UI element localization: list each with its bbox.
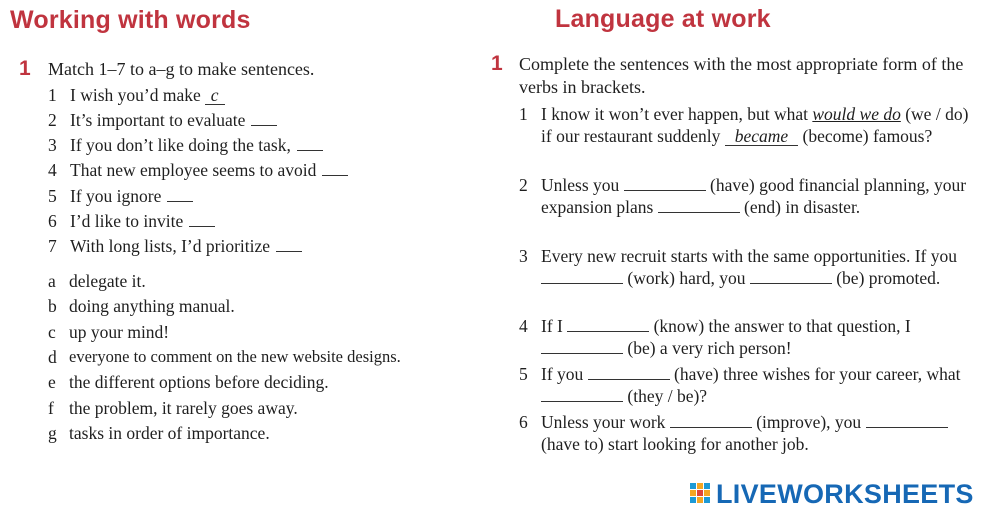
answer-blank[interactable]: c bbox=[205, 86, 225, 105]
answer-blank[interactable] bbox=[276, 237, 302, 252]
item-text: If you ignore bbox=[70, 186, 162, 206]
answer-blank[interactable] bbox=[567, 317, 649, 332]
answer-blank[interactable] bbox=[251, 111, 277, 126]
item-text: It’s important to evaluate bbox=[70, 110, 246, 130]
answer-blank[interactable] bbox=[866, 413, 948, 428]
sentence-text: If you bbox=[541, 364, 588, 384]
sentence-text: (have) three wishes for your career, what bbox=[669, 364, 961, 384]
liveworksheets-logo-icon bbox=[690, 483, 712, 505]
answer-blank[interactable] bbox=[658, 198, 740, 213]
item-number: 2 bbox=[48, 110, 57, 130]
item-number: 4 bbox=[48, 160, 57, 180]
item-number: 1 bbox=[519, 104, 528, 124]
item-text: If you don’t like doing the task, bbox=[70, 135, 291, 155]
option-text: delegate it. bbox=[69, 271, 146, 291]
sentence-text: Unless you bbox=[541, 175, 624, 195]
sentence-text: (we / do) if our restaurant suddenly bbox=[541, 104, 969, 146]
sentence-text: (end) in disaster. bbox=[739, 197, 861, 217]
exercise-number: 1 bbox=[491, 52, 503, 75]
option-letter: a bbox=[48, 271, 56, 291]
item-number: 5 bbox=[519, 364, 528, 384]
section-heading: Working with words bbox=[10, 6, 251, 34]
sentence-text: (be) promoted. bbox=[831, 268, 941, 288]
answer-blank[interactable] bbox=[588, 365, 670, 380]
answer-blank[interactable] bbox=[541, 387, 623, 402]
option-letter: e bbox=[48, 372, 56, 392]
sentence-text: Every new recruit starts with the same opportunities. If you bbox=[541, 246, 958, 266]
answer-blank[interactable] bbox=[541, 269, 623, 284]
option-text: doing anything manual. bbox=[69, 296, 235, 316]
item-number: 3 bbox=[48, 135, 57, 155]
sentence-text: (be) a very rich person! bbox=[623, 338, 792, 358]
item-number: 5 bbox=[48, 186, 57, 206]
option-letter: b bbox=[48, 296, 57, 316]
item-text: I wish you’d make bbox=[70, 85, 201, 105]
sentence-text: (work) hard, you bbox=[623, 268, 750, 288]
item-text: That new employee seems to avoid bbox=[70, 160, 317, 180]
item-number: 6 bbox=[519, 412, 528, 432]
answer-blank[interactable] bbox=[322, 161, 348, 176]
answer-blank[interactable] bbox=[189, 212, 215, 227]
option-text: the different options before deciding. bbox=[69, 372, 329, 392]
sentence-text: (have to) start looking for another job. bbox=[541, 434, 809, 454]
sentence-text: If I bbox=[541, 316, 568, 336]
sentence-text: (improve), you bbox=[751, 412, 866, 432]
answer-blank[interactable]: became bbox=[725, 127, 798, 146]
answer-blank[interactable] bbox=[297, 136, 323, 151]
sentence-text: (know) the answer to that question, I bbox=[649, 316, 911, 336]
option-text: tasks in order of importance. bbox=[69, 423, 270, 443]
sentence-text: (they / be)? bbox=[623, 386, 708, 406]
sentence-text: I know it won’t ever happen, but what bbox=[541, 104, 813, 124]
option-text: the problem, it rarely goes away. bbox=[69, 398, 298, 418]
answer-blank[interactable] bbox=[670, 413, 752, 428]
option-text: up your mind! bbox=[69, 322, 170, 342]
option-letter: f bbox=[48, 398, 54, 418]
logo-text: LIVEWORKSHEETS bbox=[716, 478, 974, 509]
item-text: I’d like to invite bbox=[70, 211, 184, 231]
item-number: 6 bbox=[48, 211, 57, 231]
item-number: 4 bbox=[519, 316, 528, 336]
item-number: 2 bbox=[519, 175, 528, 195]
exercise-instruction: Match 1–7 to a–g to make sentences. bbox=[48, 59, 315, 79]
answer-blank[interactable]: would we do bbox=[812, 104, 901, 124]
section-heading: Language at work bbox=[555, 5, 771, 33]
option-text: everyone to comment on the new website designs. bbox=[69, 347, 401, 366]
exercise-number: 1 bbox=[19, 57, 31, 80]
item-text: With long lists, I’d prioritize bbox=[70, 236, 271, 256]
item-number: 3 bbox=[519, 246, 528, 266]
sentence-text: Unless your work bbox=[541, 412, 670, 432]
option-letter: g bbox=[48, 423, 57, 443]
sentence-text: (become) famous? bbox=[798, 126, 933, 146]
answer-blank[interactable] bbox=[624, 176, 706, 191]
item-number: 7 bbox=[48, 236, 57, 256]
answer-blank[interactable] bbox=[750, 269, 832, 284]
option-letter: c bbox=[48, 322, 56, 342]
option-letter: d bbox=[48, 347, 57, 367]
answer-blank[interactable] bbox=[541, 339, 623, 354]
item-number: 1 bbox=[48, 85, 57, 105]
exercise-instruction: Complete the sentences with the most appropriate form of the verbs in brackets. bbox=[519, 54, 964, 97]
liveworksheets-logo bbox=[690, 479, 974, 509]
answer-blank[interactable] bbox=[167, 187, 193, 202]
sentence-text: (have) good financial planning, your expansion plans bbox=[541, 175, 967, 217]
